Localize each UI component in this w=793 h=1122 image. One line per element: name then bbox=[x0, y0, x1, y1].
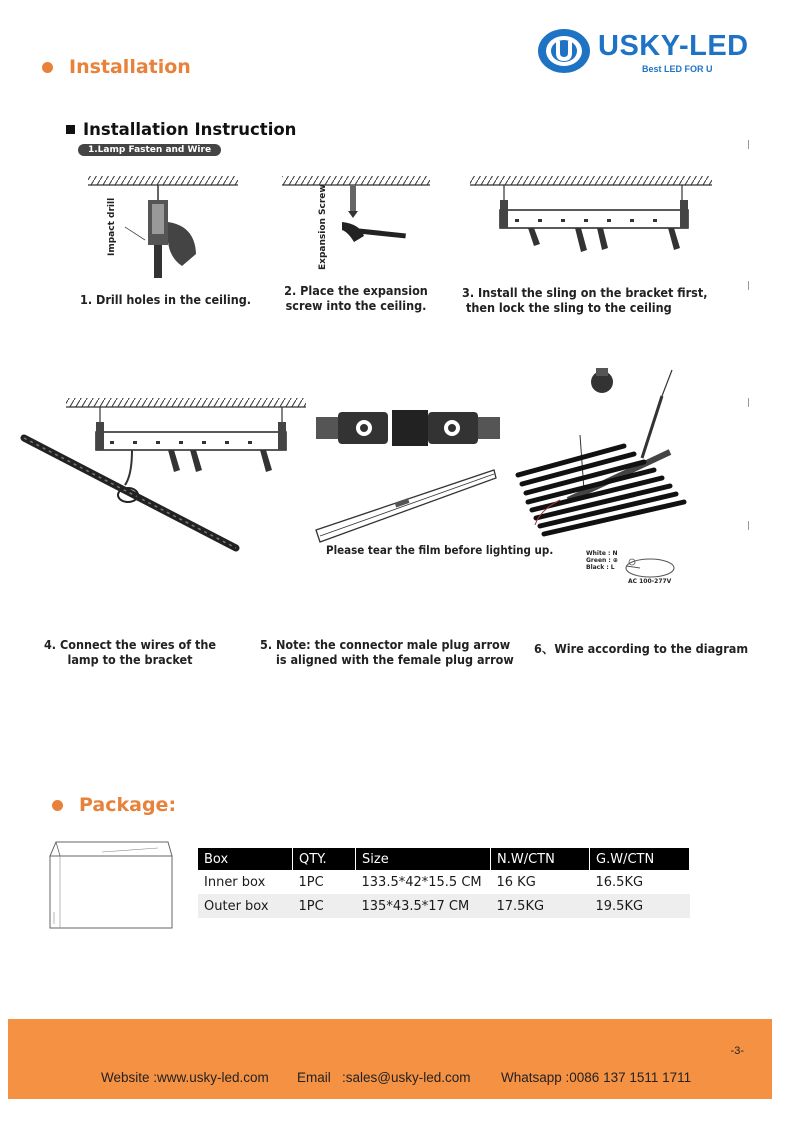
package-title: Package: bbox=[52, 794, 176, 816]
page-number: -3- bbox=[730, 1045, 744, 1057]
wire-green: Green : ⊕ bbox=[586, 557, 618, 564]
installation-illustrations-row1 bbox=[70, 170, 750, 290]
col-size: Size bbox=[356, 848, 491, 870]
connector-icon bbox=[316, 410, 500, 446]
lamp-bar-icon bbox=[24, 438, 236, 548]
margin-tick bbox=[748, 140, 749, 149]
col-gw: G.W/CTN bbox=[590, 848, 690, 870]
footer-website: Website :www.usky-led.com bbox=[101, 1070, 269, 1085]
lamp-strip-icon bbox=[316, 470, 496, 542]
logo-mark-icon bbox=[536, 26, 592, 76]
expansion-screw-icon bbox=[348, 185, 358, 218]
bracket-icon bbox=[96, 407, 286, 485]
wiring-legend bbox=[586, 550, 618, 571]
step-5-caption: 5. Note: the connector male plug arrow is aligned with the female plug arrow bbox=[260, 637, 514, 667]
step-1-caption: 1. Drill holes in the ceiling. bbox=[80, 292, 252, 307]
step-2-caption: 2. Place the expansion screw into the ceiling. bbox=[284, 283, 428, 313]
installation-illustrations-row2 bbox=[20, 360, 750, 600]
film-note: Please tear the film before lighting up. bbox=[326, 543, 554, 557]
table-row: Inner box 1PC 133.5*42*15.5 CM 16 KG 16.5KG bbox=[204, 874, 644, 890]
bullet-dot-icon bbox=[52, 800, 63, 811]
wire-black: Black : L bbox=[586, 564, 615, 571]
square-bullet-icon bbox=[66, 125, 75, 134]
wiring-voltage: AC 100-277V bbox=[628, 578, 672, 585]
installation-instruction-title: Installation Instruction bbox=[66, 120, 296, 139]
hammer-icon bbox=[342, 222, 406, 242]
carton-box-icon bbox=[48, 840, 174, 932]
col-qty: QTY. bbox=[293, 848, 356, 870]
step-6-caption: 6、Wire according to the diagram bbox=[534, 641, 749, 656]
ceiling-icon bbox=[282, 176, 430, 185]
ceiling-icon bbox=[88, 176, 238, 185]
footer-bar bbox=[8, 1019, 772, 1099]
package-table-header bbox=[198, 848, 690, 870]
impact-drill-icon bbox=[125, 185, 196, 278]
ceiling-icon bbox=[470, 176, 712, 185]
logo-tagline: Best LED FOR U bbox=[642, 64, 713, 74]
impact-drill-label: Impact drill bbox=[107, 197, 117, 256]
table-row: Outer box 1PC 135*43.5*17 CM 17.5KG 19.5KG bbox=[198, 894, 690, 918]
logo-brand: USKY-LED bbox=[598, 30, 749, 62]
usky-led-logo bbox=[536, 24, 776, 80]
wiring-connector-icon bbox=[626, 559, 674, 577]
installation-title: Installation bbox=[42, 56, 191, 78]
wire-white: White : N bbox=[586, 550, 618, 557]
footer-whatsapp: Whatsapp :0086 137 1511 1711 bbox=[501, 1070, 692, 1085]
step-4-caption: 4. Connect the wires of the lamp to the bracket bbox=[43, 637, 217, 667]
package-table bbox=[198, 848, 690, 918]
expansion-screw-label: Expansion Screw bbox=[318, 184, 328, 270]
footer-email: Email :sales@usky-led.com bbox=[297, 1070, 471, 1085]
step-3-caption: 3. Install the sling on the bracket first, then lock the sling to the ceiling bbox=[462, 285, 708, 315]
bullet-dot-icon bbox=[42, 62, 53, 73]
led-fixture-icon bbox=[518, 368, 684, 534]
col-box: Box bbox=[198, 848, 293, 870]
bracket-icon bbox=[500, 185, 688, 252]
col-nw: N.W/CTN bbox=[491, 848, 590, 870]
ceiling-icon bbox=[66, 398, 306, 407]
step-tag: 1.Lamp Fasten and Wire bbox=[78, 144, 221, 156]
